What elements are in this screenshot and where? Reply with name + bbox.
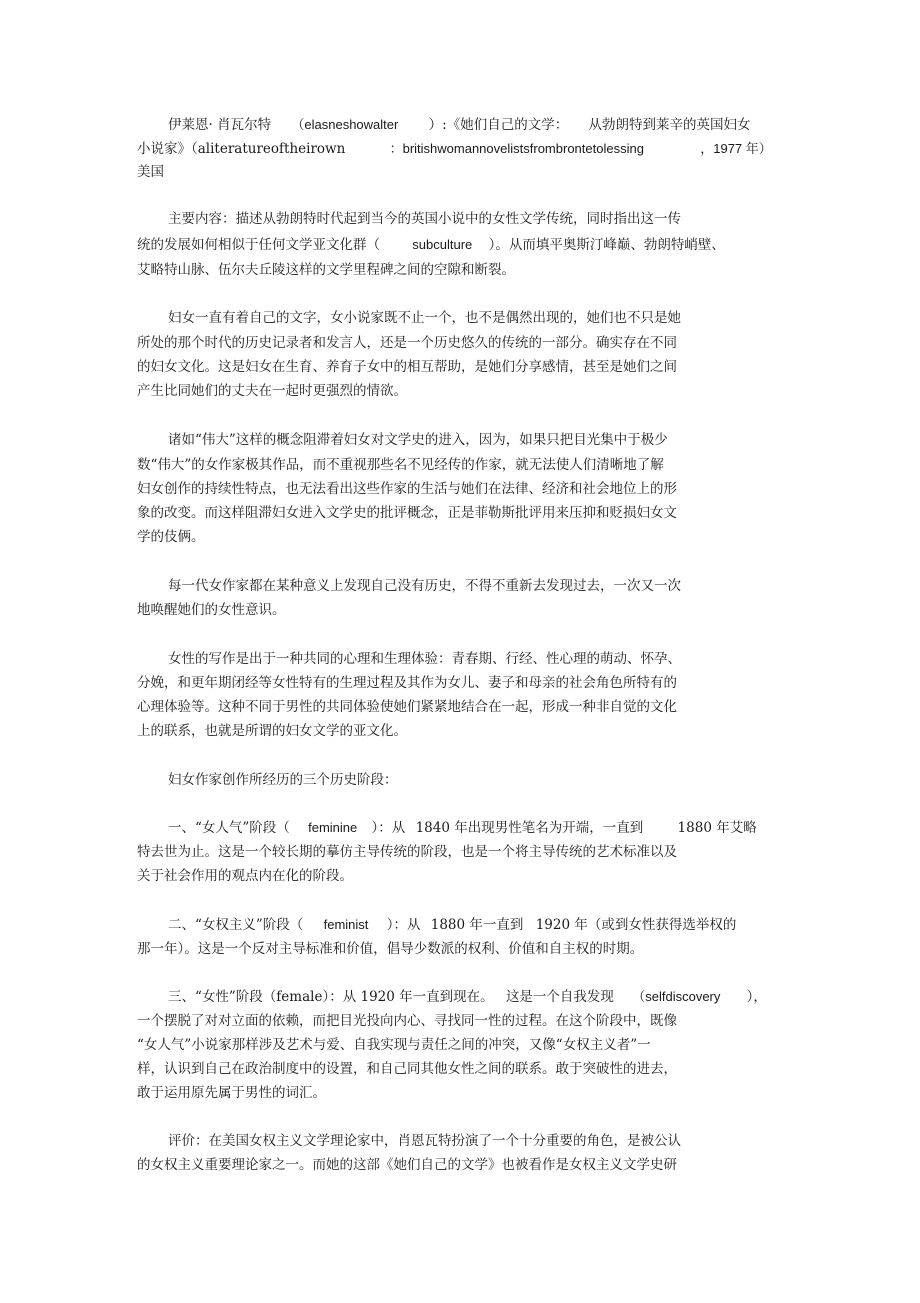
paragraph-line: 产生比同她们的丈夫在一起时更强烈的情欲。 (137, 383, 407, 399)
author-name-en: （elasneshowalter (291, 117, 399, 132)
paragraph-line: 妇女创作的持续性特点，也无法看出这些作家的生活与她们在法律、经济和社会地位上的形 (137, 481, 677, 497)
header-line-3: 美国 (137, 164, 164, 180)
header-line-2 (137, 139, 772, 159)
stage-1-line: 一、“女人气”阶段（ feminine ）：从 1840 年出现男性笔名为开端，一直到 1880 年艾略 (168, 820, 757, 836)
paragraph-line: 妇女作家创作所经历的三个历史阶段： (168, 772, 398, 788)
paragraph-line: 象的改变。而这样阻滞妇女进入文学史的批评概念，正是菲勒斯批评用来压抑和贬损妇女文 (137, 505, 677, 521)
book-title-cn: ）:《她们自己的文学： (428, 117, 569, 133)
author-name: 伊莱恩· 肖瓦尔特 (168, 117, 272, 133)
review-line: 的女权主义重要理论家之一。而她的这部《她们自己的文学》也被看作是女权主义文学史研 (137, 1157, 677, 1173)
stage-3-line: 一个摆脱了对对立面的依赖，而把目光投向内心、寻找同一性的过程。在这个阶段中，既像 (137, 1013, 677, 1029)
paragraph-line: 数“伟大”的女作家极其作品，而不重视那些名不见经传的作家，就无法使人们清晰地了解 (137, 457, 664, 473)
term-feminine: feminine (308, 820, 358, 835)
paragraph-line: 学的伎俩。 (137, 529, 205, 545)
paragraph-line: 所处的那个时代的历史记录者和发言人，还是一个历史悠久的传统的一部分。确实存在不同 (137, 335, 677, 351)
term-feminist: feminist (323, 917, 369, 932)
paragraph-line: 的妇女文化。这是妇女在生育、养育子女中的相互帮助，是她们分享感情，甚至是她们之间 (137, 359, 677, 375)
stage-1-line: 关于社会作用的观点内在化的阶段。 (137, 868, 353, 884)
term-selfdiscovery: （selfdiscovery (632, 989, 721, 1004)
review-line: 评价：在美国女权主义文学理论家中，肖恩瓦特扮演了一个十分重要的角色，是被公认 (168, 1133, 681, 1149)
paragraph-line: 妇女一直有着自己的文字，女小说家既不止一个，也不是偶然出现的，她们也不只是她 (168, 310, 681, 326)
book-subtitle-en: ：britishwomannovelistsfrombrontetolessing (389, 141, 644, 156)
paragraph-line: 女性的写作是出于一种共同的心理和生理体验：青春期、行经、性心理的萌动、怀孕、 (168, 651, 681, 667)
stage-3-line: 敢于运用原先属于男性的词汇。 (137, 1085, 326, 1101)
summary-line: 主要内容：描述从勃朗特时代起到当今的英国小说中的女性文学传统，同时指出这一传 (168, 211, 681, 227)
stage-3-line: “女人气”小说家那样涉及艺术与爱、自我实现与责任之间的冲突，又像“女权主义者”一 (137, 1037, 651, 1053)
term-subculture: subculture (412, 237, 473, 252)
book-subtitle-cn: 从勃朗特到莱辛的英国妇女 (588, 117, 751, 133)
stage-2-line: 那一年）。这是一个反对主导标准和价值，倡导少数派的权利、价值和自主权的时期。 (137, 941, 644, 957)
summary-line: 统的发展如何相似于任何文学亚文化群（ subculture ）。从而填平奥斯汀峰巅、勃朗特峭壁、 (137, 237, 725, 253)
header-line-1 (168, 115, 751, 135)
stage-3-line: 三、“女性”阶段（female）：从 1920 年一直到现在。 这是一个自我发现 （selfdiscovery ）， (168, 989, 767, 1005)
paragraph-line: 心理体验等。这种不同于男性的共同体验使她们紧紧地结合在一起，形成一种非自觉的文化 (137, 699, 677, 715)
paragraph-line: 诸如“伟大”这样的概念阻滞着妇女对文学史的进入，因为，如果只把目光集中于极少 (168, 432, 668, 448)
stage-1-line: 特去世为止。这是一个较长期的摹仿主导传统的阶段，也是一个将主导传统的艺术标准以及 (137, 844, 677, 860)
summary-line: 艾略特山脉、伍尔夫丘陵这样的文学里程碑之间的空隙和断裂。 (137, 262, 515, 278)
stage-3-line: 样，认识到自己在政治制度中的设置，和自己同其他女性之间的联系。敢于突破性的进去， (137, 1061, 677, 1077)
paragraph-line: 地唤醒她们的女性意识。 (137, 602, 286, 618)
book-title-en: 小说家》（aliteratureoftheirown (137, 141, 346, 157)
paragraph-line: 上的联系，也就是所谓的妇女文学的亚文化。 (137, 723, 407, 739)
paragraph-line: 每一代女作家都在某种意义上发现自己没有历史，不得不重新去发现过去，一次又一次 (168, 578, 681, 594)
stage-2-line: 二、“女权主义”阶段（ feminist ）：从 1880 年一直到 1920 年（或到女性获得选举权的 (168, 917, 737, 933)
publication-year: ，1977 年） (700, 141, 772, 156)
paragraph-line: 分娩，和更年期闭经等女性特有的生理过程及其作为女儿、妻子和母亲的社会角色所特有的 (137, 675, 677, 691)
